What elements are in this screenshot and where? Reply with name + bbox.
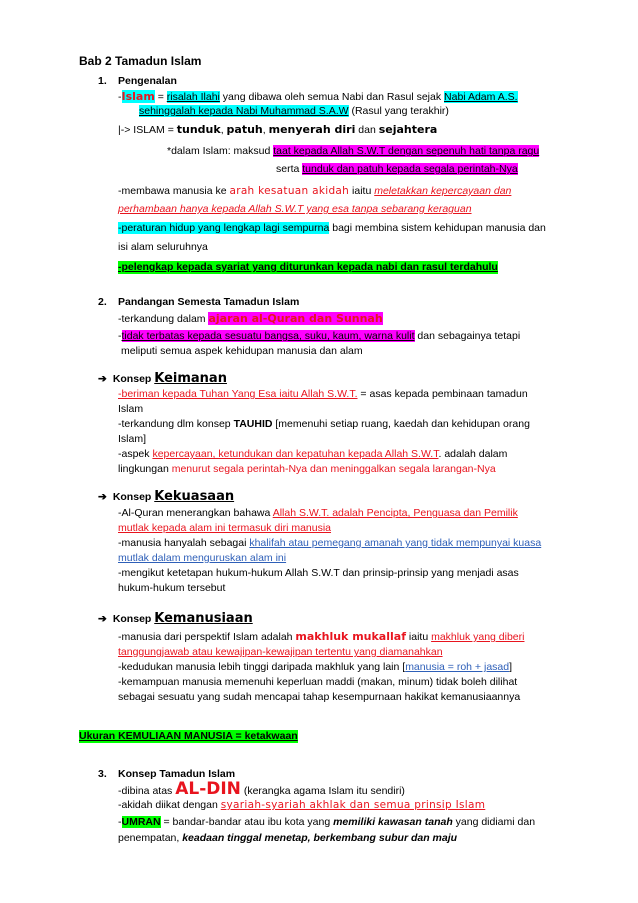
- konsep-kekuasaan-heading: ➔ Konsep Kekuasaan: [98, 489, 235, 504]
- k3-line-5: sebagai sesuatu yang sudah mencapai tahap kesempurnaan hakikat kemanusiaannya: [118, 691, 521, 703]
- section-1-number: 1.: [98, 75, 107, 87]
- section-3-number: 3.: [98, 768, 107, 780]
- islam-term: Islam: [121, 90, 155, 103]
- k1-line-2: Islam: [118, 403, 144, 415]
- s2-line-2: -tidak terbatas kepada sesuatu bangsa, suku, kaum, warna kulit dan sebagainya tetapi: [118, 330, 521, 342]
- k1-line-1: -beriman kepada Tuhan Yang Esa iaitu Allah S.W.T. = asas kepada pembinaan tamadun: [118, 388, 528, 400]
- s1-line-1: -Islam = risalah Ilahi yang dibawa oleh semua Nabi dan Rasul sejak Nabi Adam A.S.: [118, 90, 518, 103]
- keimanan-term: Keimanan: [154, 371, 227, 386]
- s1-line-9: isi alam seluruhnya: [118, 241, 208, 253]
- al-din-term: AL-DIN: [175, 779, 241, 799]
- k1-line-3: -terkandung dlm konsep TAUHID [memenuhi setiap ruang, kaedah dan kehidupan orang: [118, 418, 530, 430]
- s3-line-3: -UMRAN = bandar-bandar atau ibu kota yang memiliki kawasan tanah yang didiami dan: [118, 816, 536, 828]
- arrow-right-icon: ➔: [98, 491, 107, 503]
- s1-line-8: -peraturan hidup yang lengkap lagi sempurna bagi membina sistem kehidupan manusia dan: [118, 222, 546, 234]
- kemanusiaan-term: Kemanusiaan: [154, 611, 253, 626]
- k1-line-6: lingkungan menurut segala perintah-Nya dan meninggalkan segala larangan-Nya: [118, 463, 496, 475]
- s1-line-5: serta tunduk dan patuh kepada segala perintah-Nya: [276, 163, 518, 175]
- s3-line-4: penempatan, keadaan tinggal menetap, berkembang subur dan maju: [118, 832, 458, 844]
- k3-line-4: -kemampuan manusia memenuhi keperluan maddi (makan, minum) tidak boleh dilihat: [118, 676, 518, 688]
- k2-line-5: -mengikut ketetapan hukum-hukum Allah S.W.T dan prinsip-prinsip yang menjadi asas: [118, 567, 519, 579]
- section-1-heading: Pengenalan: [118, 75, 177, 87]
- k3-line-2: tanggungjawab atau kewajipan-kewajipan tertentu yang diamanahkan: [118, 646, 443, 658]
- section-2-heading: Pandangan Semesta Tamadun Islam: [118, 296, 300, 308]
- s1-line-6: -membawa manusia ke arah kesatuan akidah iaitu meletakkan kepercayaan dan: [118, 185, 512, 197]
- arrow-right-icon: ➔: [98, 373, 107, 385]
- s1-line-4: *dalam Islam: maksud taat kepada Allah S.W.T dengan sepenuh hati tanpa ragu: [167, 145, 540, 157]
- k1-line-4: Islam]: [118, 433, 147, 445]
- page-title: Bab 2 Tamadun Islam: [79, 54, 202, 68]
- s2-line-1: -terkandung dalam ajaran al-Quran dan Sunnah: [118, 312, 383, 325]
- s2-line-3: meliputi semua aspek kehidupan manusia dan alam: [121, 345, 363, 357]
- kekuasaan-term: Kekuasaan: [154, 489, 235, 504]
- konsep-keimanan-heading: ➔ Konsep Keimanan: [98, 371, 227, 386]
- arrow-right-icon: ➔: [98, 613, 107, 625]
- s1-line-2: sehinggalah kepada Nabi Muhammad S.A.W (Rasul yang terakhir): [139, 105, 449, 117]
- k2-line-6: hukum-hukum tersebut: [118, 582, 226, 594]
- s1-line-10: -pelengkap kepada syariat yang diturunkan kepada nabi dan rasul terdahulu: [118, 261, 498, 273]
- k2-line-3: -manusia hanyalah sebagai khalifah atau pemegang amanah yang tidak mempunyai kuasa: [118, 537, 542, 549]
- s3-line-1: -dibina atas AL-DIN (kerangka agama Islam itu sendiri): [118, 779, 405, 799]
- k3-line-1: -manusia dari perspektif Islam adalah makhluk mukallaf iaitu makhluk yang diberi: [118, 630, 525, 643]
- konsep-kemanusiaan-heading: ➔ Konsep Kemanusiaan: [98, 611, 253, 626]
- section-3-heading: Konsep Tamadun Islam: [118, 768, 236, 780]
- k2-line-4: mutlak dalam menguruskan alam ini: [118, 552, 287, 564]
- k1-line-5: -aspek kepercayaan, ketundukan dan kepatuhan kepada Allah S.W.T. adalah dalam: [118, 448, 508, 460]
- section-2-number: 2.: [98, 296, 107, 308]
- s1-line-7: perhambaan hanya kepada Allah S.W.T yang esa tanpa sebarang keraguan: [118, 203, 472, 215]
- k2-line-1: -Al-Quran menerangkan bahawa Allah S.W.T. adalah Pencipta, Penguasa dan Pemilik: [118, 507, 518, 519]
- ukuran-kemuliaan-banner: Ukuran KEMULIAAN MANUSIA = ketakwaan: [79, 730, 298, 742]
- k3-line-3: -kedudukan manusia lebih tinggi daripada makhluk yang lain [manusia = roh + jasad]: [118, 661, 513, 673]
- s1-line-3: |-> ISLAM = tunduk, patuh, menyerah diri dan sejahtera: [118, 123, 438, 136]
- s3-line-2: -akidah diikat dengan syariah-syariah akhlak dan semua prinsip Islam: [118, 799, 486, 811]
- k2-line-2: mutlak kepada alam ini termasuk diri manusia: [118, 522, 332, 534]
